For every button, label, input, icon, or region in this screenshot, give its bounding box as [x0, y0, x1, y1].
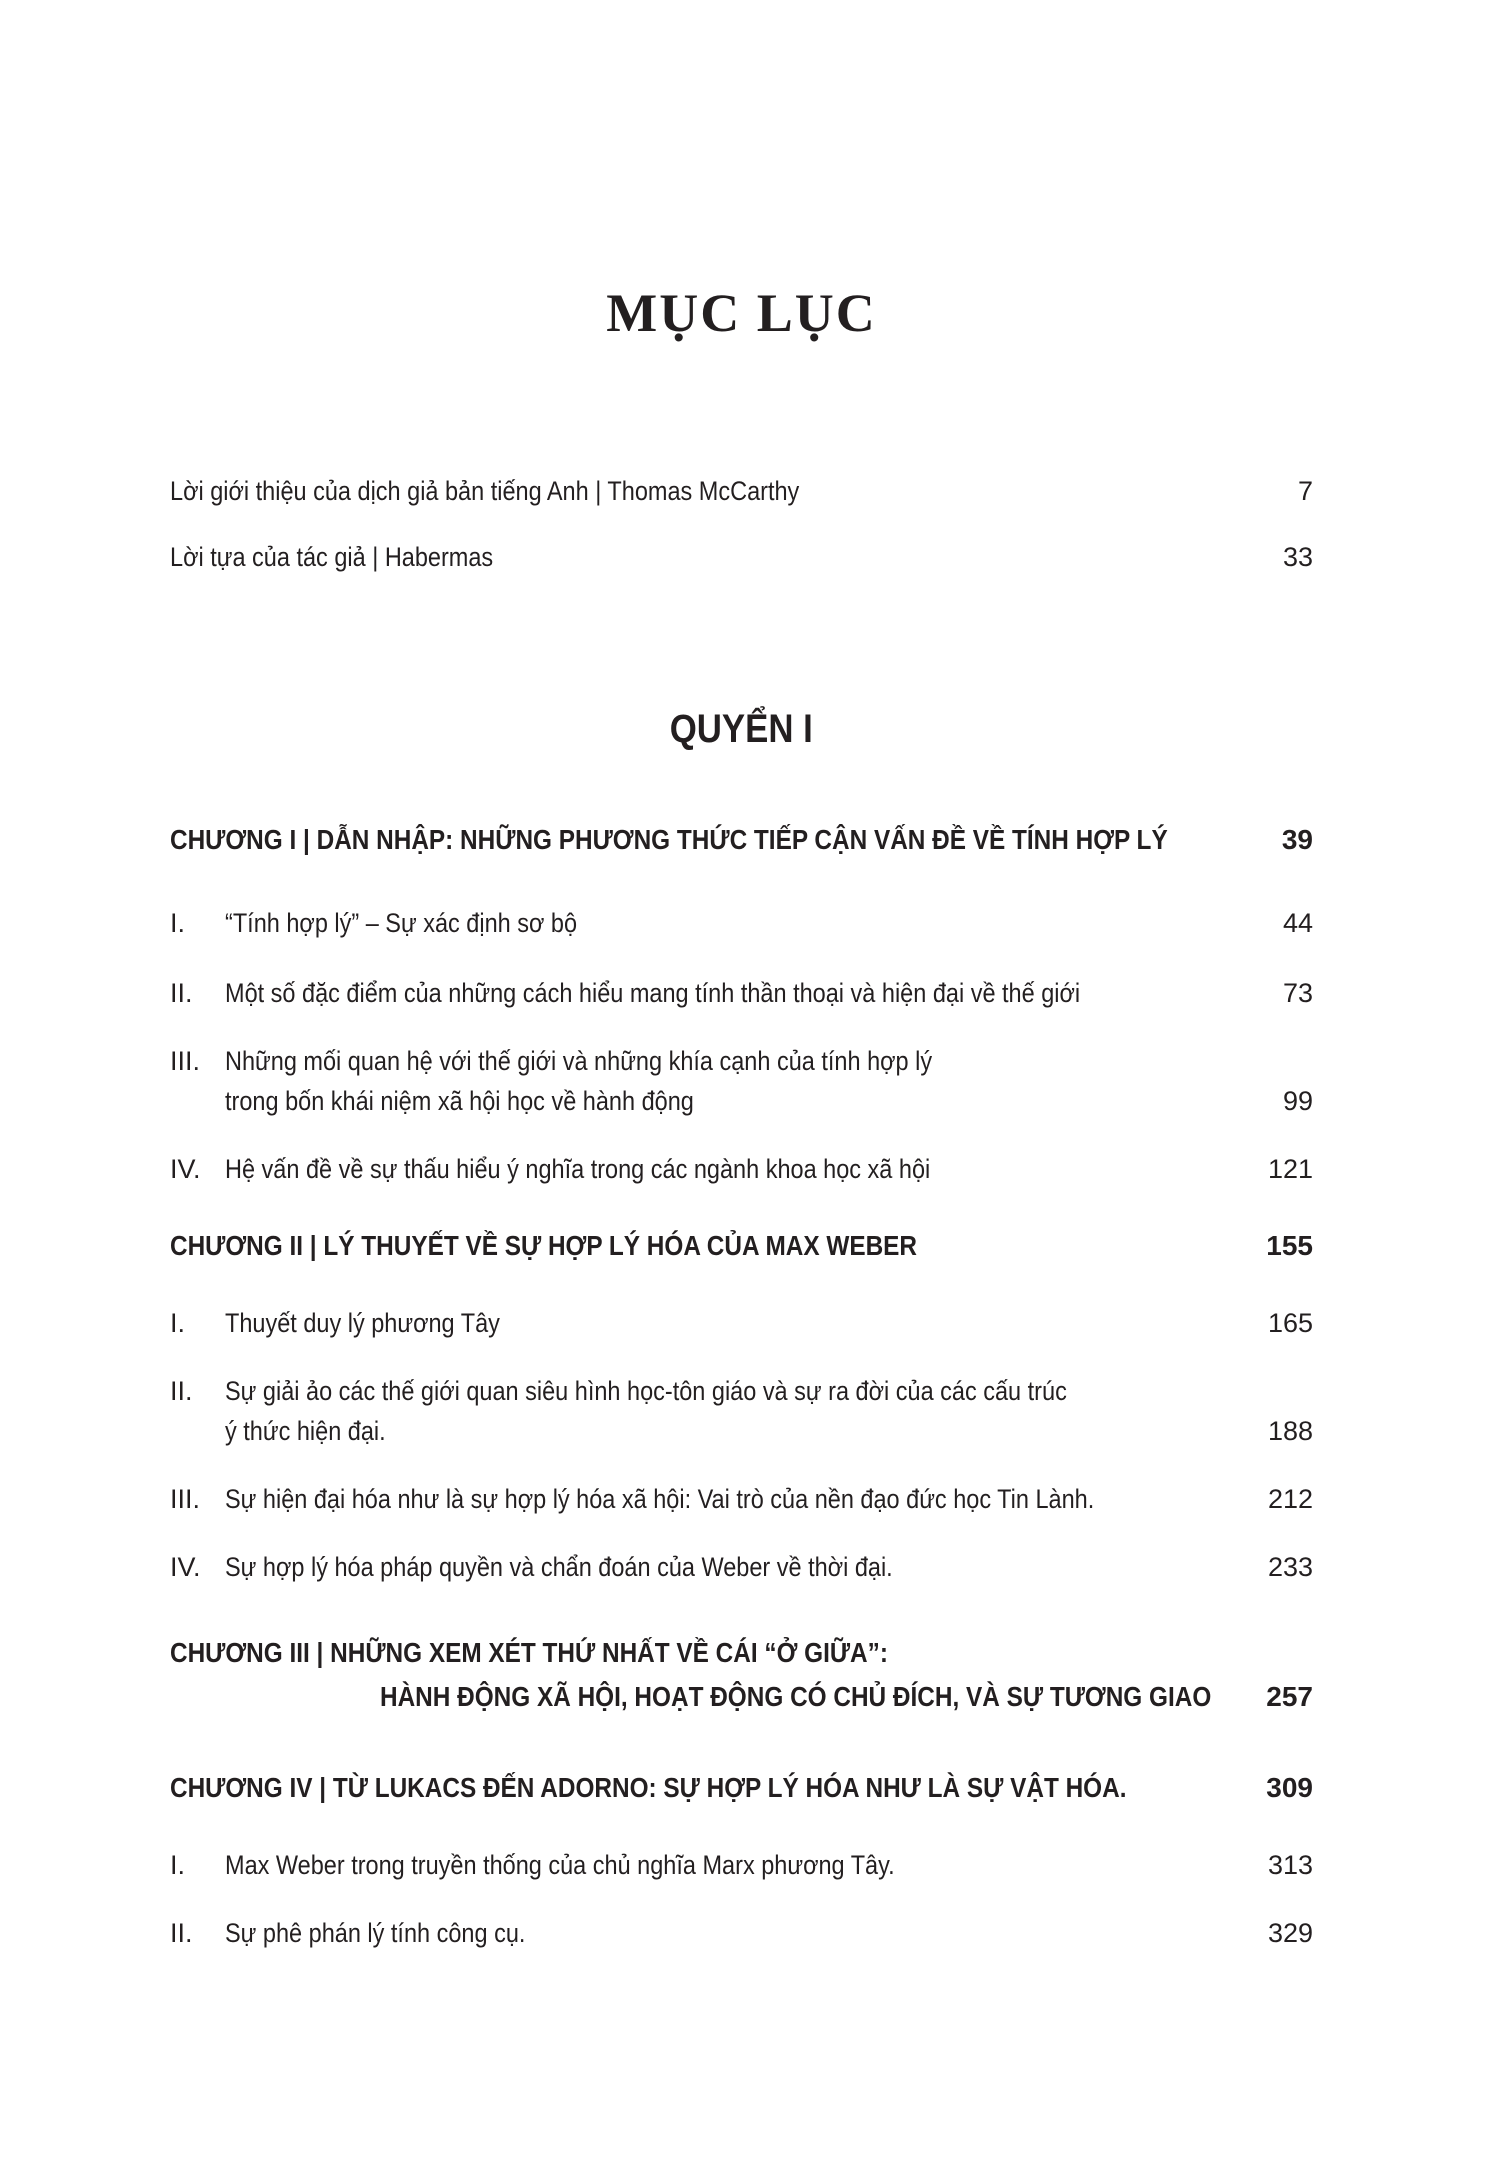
toc-item-label: Thuyết duy lý phương Tây — [225, 1308, 500, 1338]
toc-entry-label: Lời tựa của tác giả | Habermas — [170, 542, 494, 572]
toc-row-chapter — [170, 819, 1313, 861]
toc-row-item — [170, 1913, 1313, 1953]
toc-row-item — [170, 903, 1313, 943]
toc-item-numeral: IV. — [170, 1154, 201, 1184]
toc-item-numeral: II. — [170, 1376, 193, 1406]
toc-item-numeral: II. — [170, 1918, 193, 1948]
toc-item-page: 165 — [1267, 1308, 1313, 1338]
toc-content — [170, 283, 1313, 1953]
toc-chapter-label: CHƯƠNG IV | TỪ LUKACS ĐẾN ADORNO: SỰ HỢP LÝ HÓA NHƯ LÀ SỰ VẬT HÓA. — [170, 1772, 1127, 1803]
toc-chapter-page: 257 — [1266, 1681, 1313, 1712]
toc-item-label: Sự phê phán lý tính công cụ. — [225, 1918, 526, 1948]
toc-item-label: Sự hiện đại hóa như là sự hợp lý hóa xã hội: Vai trò của nền đạo đức học Tin Lành. — [225, 1484, 1095, 1514]
toc-item-page: 313 — [1267, 1850, 1313, 1880]
toc-chapter-label: CHƯƠNG II | LÝ THUYẾT VỀ SỰ HỢP LÝ HÓA CỦA MAX WEBER — [170, 1230, 918, 1261]
toc-item-page: 188 — [1267, 1416, 1313, 1446]
toc-row-item — [170, 1041, 1313, 1121]
toc-entry-page: 7 — [1297, 476, 1313, 506]
toc-chapter-page: 155 — [1266, 1230, 1313, 1261]
toc-row-item — [170, 1303, 1313, 1343]
toc-item-numeral: I. — [170, 1850, 186, 1880]
toc-item-numeral: II. — [170, 978, 193, 1008]
toc-item-page: 212 — [1267, 1484, 1313, 1514]
toc-row-chapter — [170, 1225, 1313, 1267]
toc-item-page: 329 — [1267, 1918, 1313, 1948]
toc-row-front-matter — [170, 471, 1313, 511]
toc-chapter-page: 39 — [1281, 824, 1313, 855]
toc-entry-page: 33 — [1282, 542, 1313, 572]
toc-item-page: 233 — [1267, 1552, 1313, 1582]
toc-item-page: 121 — [1267, 1154, 1313, 1184]
toc-row-front-matter — [170, 537, 1313, 577]
toc-item-label: Hệ vấn đề về sự thấu hiểu ý nghĩa trong các ngành khoa học xã hội — [225, 1154, 931, 1184]
toc-row-chapter — [170, 1631, 1313, 1719]
toc-item-label: Sự hợp lý hóa pháp quyền và chẩn đoán của Weber về thời đại. — [225, 1552, 893, 1582]
toc-chapter-label: CHƯƠNG III | NHỮNG XEM XÉT THỨ NHẤT VỀ CÁI “Ở GIỮA”: HÀNH ĐỘNG XÃ HỘI, HOẠT ĐỘNG CÓ CHỦ ĐÍCH, VÀ SỰ TƯƠNG GIAO — [170, 1637, 1212, 1712]
toc-row-item — [170, 973, 1313, 1013]
toc-chapter-page: 309 — [1266, 1772, 1313, 1803]
toc-item-numeral: I. — [170, 908, 186, 938]
toc-row-item — [170, 1479, 1313, 1519]
toc-item-page: 44 — [1282, 908, 1313, 938]
toc-entry-label: Lời giới thiệu của dịch giả bản tiếng Anh | Thomas McCarthy — [170, 476, 800, 506]
toc-item-label: Một số đặc điểm của những cách hiểu mang tính thần thoại và hiện đại về thế giới — [225, 978, 1081, 1008]
toc-item-label: Max Weber trong truyền thống của chủ nghĩa Marx phương Tây. — [225, 1850, 895, 1880]
toc-item-numeral: III. — [170, 1484, 201, 1514]
part-heading: QUYỂN I — [669, 707, 814, 751]
toc-item-numeral: III. — [170, 1046, 201, 1076]
toc-item-numeral: I. — [170, 1308, 186, 1338]
toc-item-label: Sự giải ảo các thế giới quan siêu hình học-tôn giáo và sự ra đời của các cấu trúc ý thức hiện đại. — [225, 1376, 1067, 1446]
toc-item-page: 99 — [1282, 1086, 1313, 1116]
page-title: MỤC LỤC — [606, 283, 877, 343]
toc-row-chapter — [170, 1767, 1313, 1809]
toc-item-label: “Tính hợp lý” – Sự xác định sơ bộ — [225, 908, 578, 938]
toc-row-item — [170, 1149, 1313, 1189]
toc-item-numeral: IV. — [170, 1552, 201, 1582]
toc-item-label: Những mối quan hệ với thế giới và những khía cạnh của tính hợp lý trong bốn khái niệm xã hội học về hành động — [225, 1046, 933, 1116]
toc-row-item — [170, 1547, 1313, 1587]
toc-row-item — [170, 1845, 1313, 1885]
toc-row-item — [170, 1371, 1313, 1451]
toc-chapter-label: CHƯƠNG I | DẪN NHẬP: NHỮNG PHƯƠNG THỨC TIẾP CẬN VẤN ĐỀ VỀ TÍNH HỢP LÝ — [170, 824, 1168, 855]
toc-item-page: 73 — [1282, 978, 1313, 1008]
